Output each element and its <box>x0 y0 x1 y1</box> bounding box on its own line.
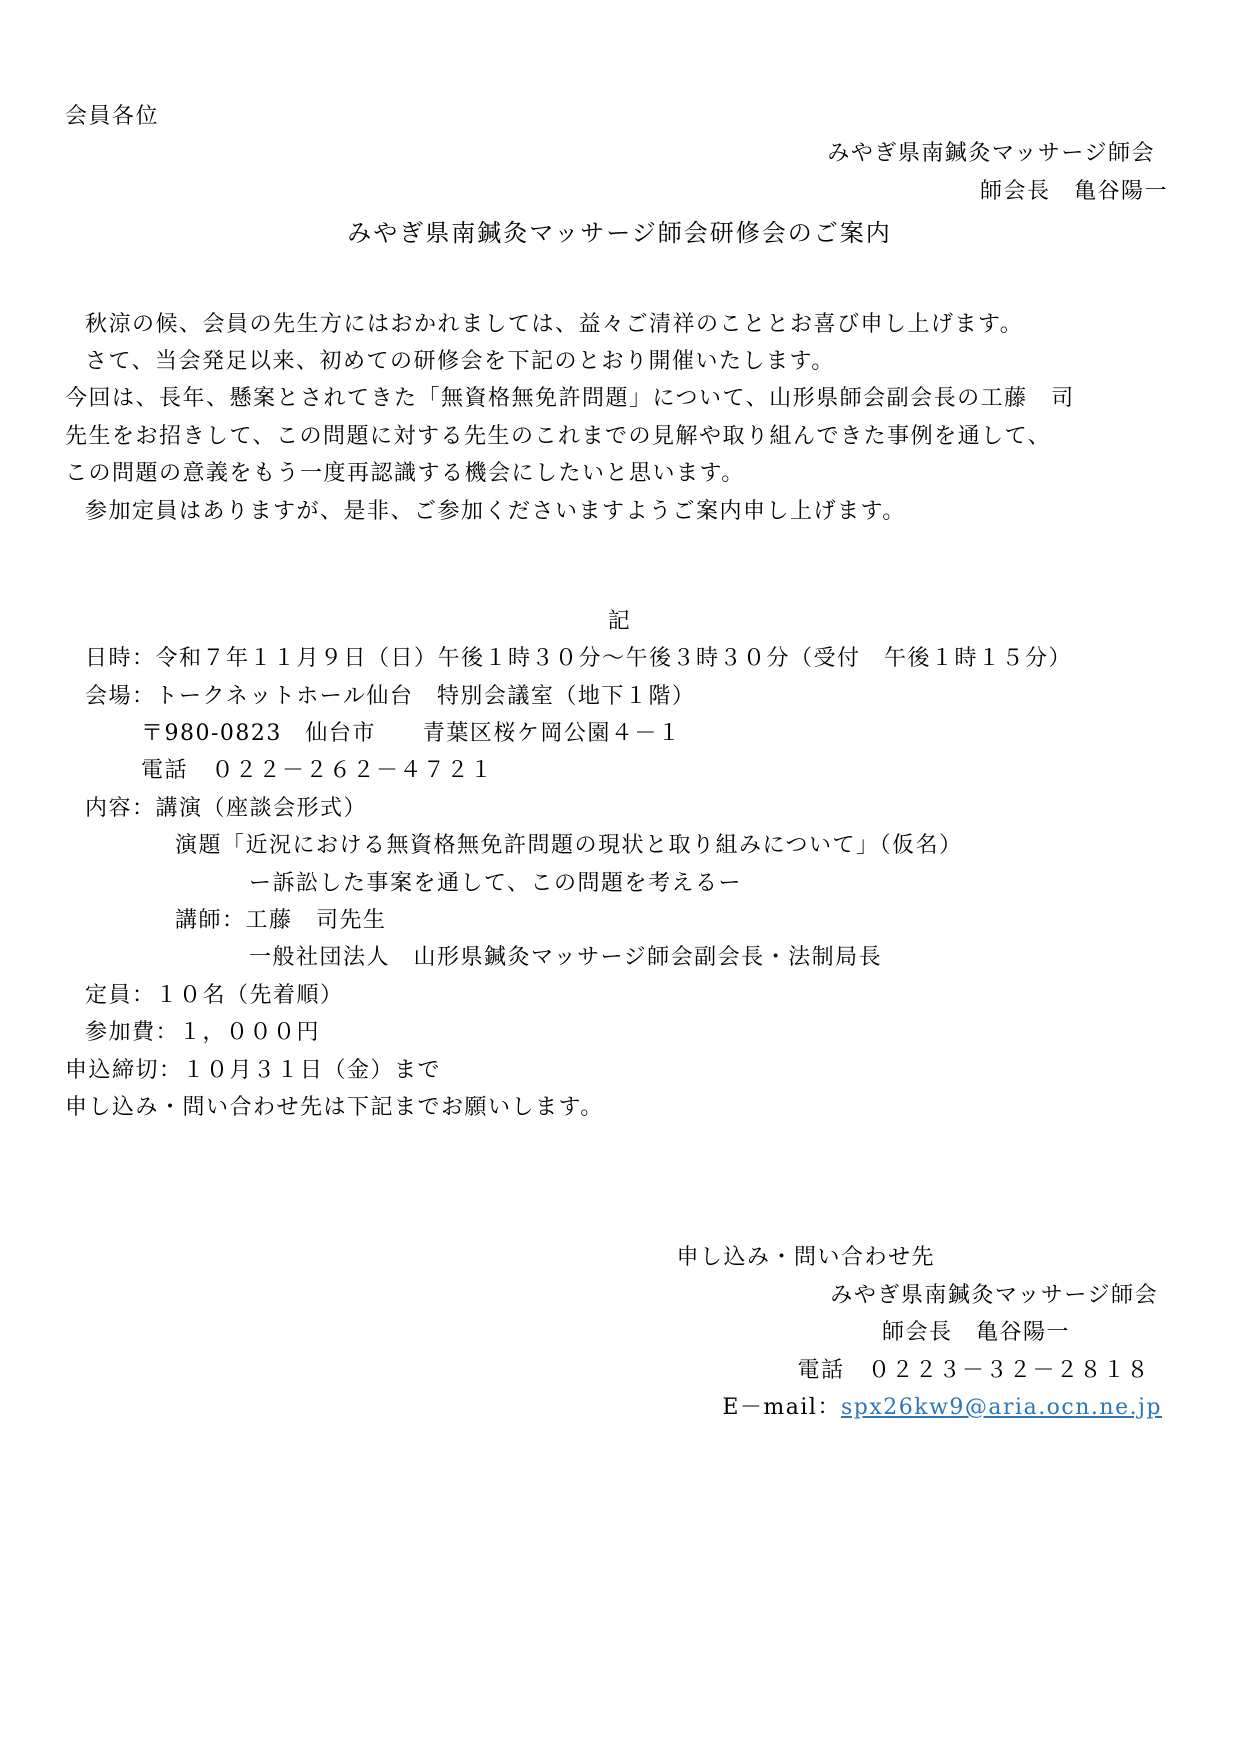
detail-line-lecturer: 講師：工藤 司先生 <box>175 908 387 934</box>
email-label: E－mail： <box>722 1394 841 1420</box>
section-marker: 記 <box>607 608 632 634</box>
contact-email-line <box>65 1389 1174 1426</box>
body-paragraph <box>65 306 1174 530</box>
detail-line-subtopic: ー訴訟した事案を通して、この問題を考えるー <box>249 870 743 896</box>
detail-line-content: 内容：講演（座談会形式） <box>85 795 368 821</box>
contact-phone: 電話 ０２２３－３２－２８１８ <box>797 1357 1150 1383</box>
body-line: さて、当会発足以来、初めての研修会を下記のとおり開催いたします。 <box>85 348 835 374</box>
contact-section <box>65 1239 1174 1426</box>
detail-line-fee: 参加費：１，０００円 <box>85 1020 321 1046</box>
body-line: 参加定員はありますが、是非、ご参加くださいますようご案内申し上げます。 <box>85 498 906 524</box>
sender-president: 師会長 亀谷陽一 <box>979 178 1168 204</box>
detail-line-venue: 会場：トークネットホール仙台 特別会議室（地下１階） <box>85 683 696 709</box>
detail-line-deadline: 申込締切：１０月３１日（金）まで <box>65 1057 442 1083</box>
body-line: 今回は、長年、懸案とされてきた「無資格無免許問題」について、山形県師会副会長の工藤 司 <box>65 386 1075 412</box>
detail-line-topic: 演題「近況における無資格無免許問題の現状と取り組みについて」（仮名） <box>175 833 963 859</box>
document-title: みやぎ県南鍼灸マッサージ師会研修会のご案内 <box>347 219 892 248</box>
contact-president: 師会長 亀谷陽一 <box>881 1320 1070 1346</box>
detail-line-capacity: 定員：１０名（先着順） <box>85 982 344 1008</box>
details-section <box>65 640 1174 1126</box>
recipient: 会員各位 <box>65 104 160 129</box>
body-line: この問題の意義をもう一度再認識する機会にしたいと思います。 <box>65 461 745 487</box>
detail-line-datetime: 日時：令和７年１１月９日（日）午後１時３０分～午後３時３０分（受付 午後１時１５分） <box>85 646 1073 672</box>
detail-line-note: 申し込み・問い合わせ先は下記までお願いします。 <box>65 1094 604 1120</box>
detail-line-lecturer-title: 一般社団法人 山形県鍼灸マッサージ師会副会長・法制局長 <box>249 945 883 971</box>
contact-heading: 申し込み・問い合わせ先 <box>676 1245 935 1271</box>
body-line: 秋涼の候、会員の先生方にはおかれましては、益々ご清祥のこととお喜び申し上げます。 <box>85 311 1024 337</box>
contact-org: みやぎ県南鍼灸マッサージ師会 <box>830 1282 1158 1308</box>
detail-line-phone: 電話 ０２２－２６２－４７２１ <box>141 758 494 784</box>
detail-line-address: 〒980-0823 仙台市 青葉区桜ケ岡公園４－１ <box>141 721 682 747</box>
sender-org: みやぎ県南鍼灸マッサージ師会 <box>827 141 1155 167</box>
email-link[interactable]: spx26kw9@aria.ocn.ne.jp <box>840 1394 1162 1420</box>
body-line: 先生をお招きして、この問題に対する先生のこれまでの見解や取り組んできた事例を通して、 <box>65 423 1052 449</box>
